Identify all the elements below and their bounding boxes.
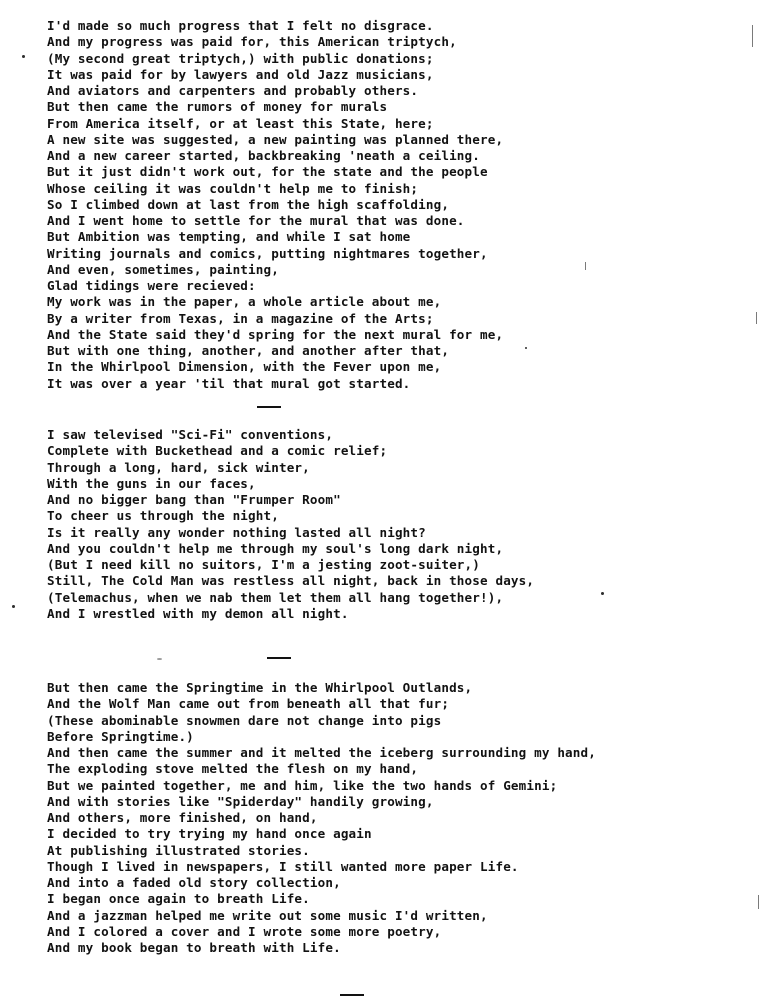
poem-line: Writing journals and comics, putting nightmares together, <box>47 245 488 261</box>
poem-line: But it just didn't work out, for the state and the people <box>47 164 488 180</box>
poem-line: It was paid for by lawyers and old Jazz musicians, <box>47 66 434 82</box>
scan-edge-mark <box>756 312 757 324</box>
stanza-2 <box>47 427 534 622</box>
poem-line: (Telemachus, when we nab them let them all hang together!), <box>47 589 504 605</box>
poem-line: And the Wolf Man came out from beneath all that fur; <box>47 696 450 712</box>
scan-speck <box>22 55 25 58</box>
poem-line: And you couldn't help me through my soul's long dark night, <box>47 540 504 556</box>
poem-line: In the Whirlpool Dimension, with the Fever upon me, <box>47 359 442 375</box>
poem-line: And I colored a cover and I wrote some more poetry, <box>47 923 442 939</box>
poem-line: A new site was suggested, a new painting was planned there, <box>47 131 504 147</box>
poem-line: I'd made so much progress that I felt no disgrace. <box>47 18 434 33</box>
poem-line: And my progress was paid for, this American triptych, <box>47 34 457 50</box>
poem-line: Whose ceiling it was couldn't help me to finish; <box>47 180 419 196</box>
poem-line: At publishing illustrated stories. <box>47 842 310 858</box>
poem-line: And into a faded old story collection, <box>47 875 341 890</box>
stanza-3 <box>47 680 596 956</box>
poem-line: I saw televised "Sci-Fi" conventions, <box>47 427 334 442</box>
poem-line: Glad tidings were recieved: <box>47 278 256 293</box>
scan-speck <box>157 658 162 660</box>
poem-line: And a new career started, backbreaking 'neath a ceiling. <box>47 148 480 163</box>
poem-line: My work was in the paper, a whole article about me, <box>47 294 442 310</box>
poem-line: Is it really any wonder nothing lasted all night? <box>47 524 426 540</box>
poem-line: And I went home to settle for the mural that was done. <box>47 213 465 228</box>
poem-line: And I wrestled with my demon all night. <box>47 605 349 621</box>
poem-line: Though I lived in newspapers, I still wanted more paper Life. <box>47 858 519 874</box>
scan-speck <box>12 605 15 608</box>
scan-edge-mark <box>585 262 586 270</box>
poem-line: But Ambition was tempting, and while I sat home <box>47 229 411 245</box>
poem-line: And my book began to breath with Life. <box>47 940 341 955</box>
poem-line: But we painted together, me and him, like the two hands of Gemini; <box>47 777 558 793</box>
poem-line: And with stories like "Spiderday" handily growing, <box>47 793 434 809</box>
poem-line: But then came the Springtime in the Whirlpool Outlands, <box>47 680 473 695</box>
poem-line: It was over a year 'til that mural got started. <box>47 375 411 391</box>
poem-line: The exploding stove melted the flesh on my hand, <box>47 761 419 777</box>
poem-line: But with one thing, another, and another after that, <box>47 343 450 358</box>
poem-line: From America itself, or at least this State, here; <box>47 115 434 131</box>
stanza-1 <box>47 18 503 392</box>
poem-line: So I climbed down at last from the high scaffolding, <box>47 196 450 212</box>
poem-line: Through a long, hard, sick winter, <box>47 459 310 475</box>
poem-line: And others, more finished, on hand, <box>47 810 318 825</box>
scan-speck <box>525 347 527 349</box>
poem-line: By a writer from Texas, in a magazine of the Arts; <box>47 310 434 326</box>
section-divider <box>257 406 281 408</box>
poem-line: And even, sometimes, painting, <box>47 261 279 277</box>
poem-line: And then came the summer and it melted the iceberg surrounding my hand, <box>47 745 596 760</box>
poem-line: (These abominable snowmen dare not change into pigs <box>47 712 442 728</box>
poem-line: (My second great triptych,) with public donations; <box>47 50 434 66</box>
poem-line: But then came the rumors of money for murals <box>47 99 388 115</box>
poem-line: With the guns in our faces, <box>47 475 256 491</box>
poem-line: Complete with Buckethead and a comic relief; <box>47 443 388 459</box>
scan-edge-mark <box>752 25 753 47</box>
poem-line: And aviators and carpenters and probably others. <box>47 83 419 98</box>
poem-line: And a jazzman helped me write out some music I'd written, <box>47 907 488 923</box>
section-divider <box>267 657 291 659</box>
poem-line: And the State said they'd spring for the next mural for me, <box>47 326 504 342</box>
scan-speck <box>601 592 604 595</box>
poem-line: I began once again to breath Life. <box>47 891 310 907</box>
poem-line: Before Springtime.) <box>47 728 194 744</box>
section-divider <box>340 994 364 996</box>
poem-line: To cheer us through the night, <box>47 508 279 524</box>
poem-line: Still, The Cold Man was restless all night, back in those days, <box>47 573 535 589</box>
scan-edge-mark <box>758 895 759 909</box>
poem-line: I decided to try trying my hand once again <box>47 826 372 842</box>
poem-line: (But I need kill no suitors, I'm a jesting zoot-suiter,) <box>47 557 480 572</box>
poem-line: And no bigger bang than "Frumper Room" <box>47 492 341 507</box>
